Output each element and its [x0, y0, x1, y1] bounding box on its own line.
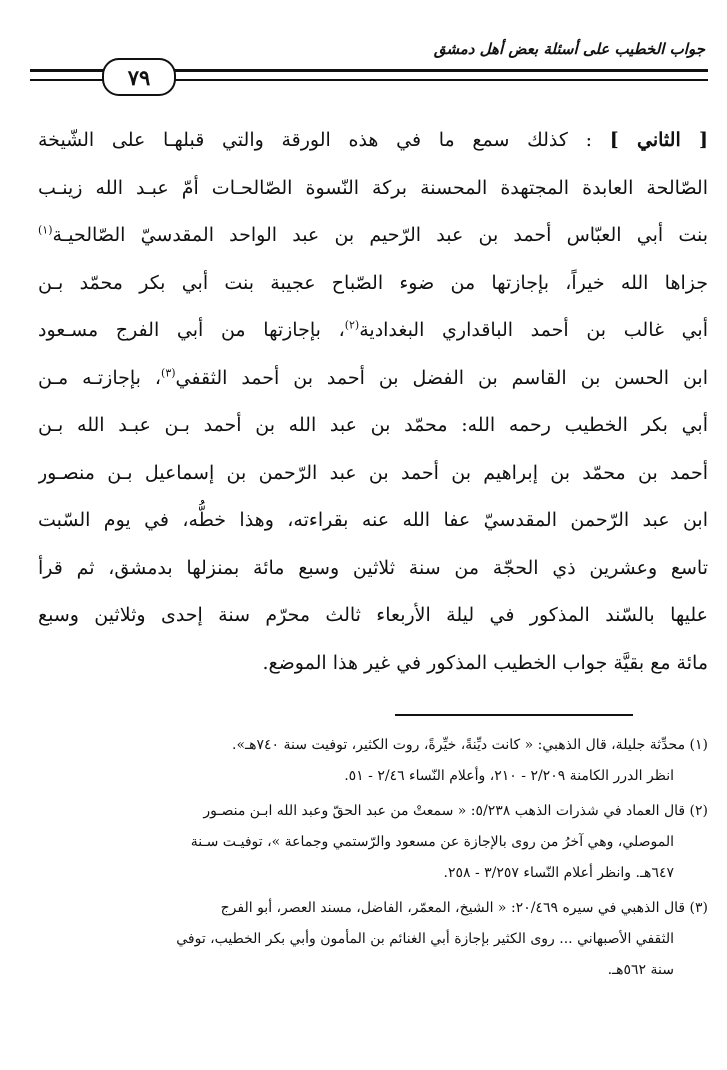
- main-text: [38, 117, 708, 687]
- text-line-4: جزاها الله خيراً، بإجازتها من ضوء الصّباح عجيبة بنت أبي بكر محمّد بـن: [38, 271, 708, 294]
- text-line-7: أبي بكر الخطيب رحمه الله: محمّد بن عبد الله بن أحمد بـن عبـد الله بـن: [38, 414, 708, 436]
- page-number-badge: [102, 58, 176, 96]
- text-line-5: [38, 307, 708, 355]
- footnote-2-line-1: (٢) قال العماد في شذرات الذهب ٥/٢٣٨: « سمعتْ من عبد الحقّ وعبد الله ابـن منصـور: [203, 803, 708, 819]
- text-line-6-body: ابن الحسن بن القاسم بن الفضل بن أحمد بن أحمد الثقفي: [175, 366, 708, 389]
- footnote-3-line-2: الثقفي الأصبهاني ... روى الكثير بإجازة أبي الغنائم بن المأمون وأبي بكر الخطيب، توفي: [176, 931, 674, 947]
- footnote-1-line-1: (١) محدِّثة جليلة، قال الذهبي: « كانت ديِّنةً، خيِّرةً، روت الكثير، توفيت سنة ٧٤٠هـ».: [232, 737, 708, 753]
- text-line-9: ابن عبد الرّحمن المقدسيّ عفا الله عنه بقراءته، وهذا خطُّه، في يوم السّبت: [38, 509, 708, 531]
- text-line-10: تاسع وعشرين ذي الحجّة من سنة ثلاثين وسبع مائة بمنزلها بدمشق، ثم قرأ: [38, 556, 708, 579]
- text-line-5-body: أبي غالب بن أحمد الباقداري البغدادية: [359, 319, 708, 341]
- footnote-3-line-3: سنة ٥٦٢هـ.: [607, 962, 674, 978]
- footnotes: [22, 730, 708, 986]
- footnote-2-line-2: الموصلي، وهي آخرُ من روى بالإجازة عن مسعود والرّستمي وجماعة »، توفيـت سـنة: [190, 834, 674, 850]
- footnote-3-line-1: (٣) قال الذهبي في سيره ٢٠/٤٦٩: « الشيخ، المعمّر، الفاضل، مسند العصر، أبو الفرج: [220, 900, 708, 916]
- text-line-8: أحمد بن محمّد بن إبراهيم بن أحمد بن عبد الرّحمن بن إسماعيل بـن منصـور: [38, 461, 708, 484]
- text-line-5-rest: ، بإجازتها من أبي الفرج مسـعود: [38, 319, 345, 341]
- text-line-3-body: بنت أبي العبّاس أحمد بن عبد الرّحيم بن عبد الواحد المقدسيّ الصّالحيـة: [52, 224, 708, 246]
- text-line-12: مائة مع بقيَّة جواب الخطيب المذكور في غير هذا الموضع.: [262, 651, 708, 674]
- footnote-ref-2[interactable]: (٢): [344, 318, 360, 332]
- text-line-1: [38, 117, 708, 165]
- page-number: ٧٩: [127, 64, 151, 90]
- section-label: [ الثاني ]: [609, 129, 708, 151]
- text-line-1-rest: : كذلك سمع ما في هذه الورقة والتي قبلهـا على الشّيخة: [38, 129, 593, 151]
- footnote-1-line-2: انظر الدرر الكامنة ٢/٢٠٩ - ٢١٠، وأعلام النّساء ٢/٤٦ - ٥١.: [344, 768, 674, 784]
- footnote-divider: [395, 714, 633, 716]
- text-line-2: الصّالحة العابدة المجتهدة المحسنة بركة النّسوة الصّالحـات أمّ عبـد الله زينـب: [38, 176, 708, 199]
- running-title: جواب الخطيب على أسئلة بعض أهل دمشق: [433, 40, 705, 58]
- text-line-11: عليها بالسّند المذكور في ليلة الأربعاء ثالث محرّم سنة إحدى وثلاثين وسبع: [38, 604, 708, 626]
- text-line-6-rest: ، بإجازتـه مـن: [38, 366, 162, 389]
- text-line-3: [38, 212, 708, 260]
- footnote-ref-3[interactable]: (٣): [161, 366, 176, 380]
- footnote-ref-1[interactable]: (١): [38, 223, 53, 237]
- text-line-6: [38, 355, 708, 403]
- footnote-2-line-3: ٦٤٧هـ. وانظر أعلام النّساء ٣/٢٥٧ - ٢٥٨.: [443, 865, 674, 881]
